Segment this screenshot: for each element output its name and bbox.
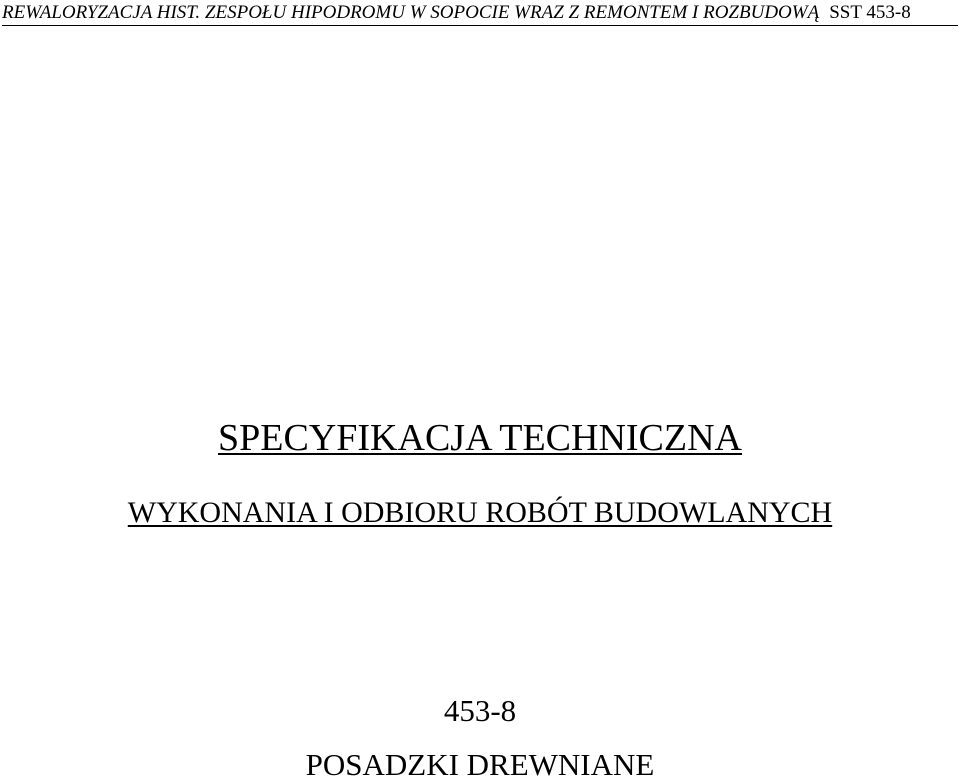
document-subtitle-text: WYKONANIA I ODBIORU ROBÓT BUDOWLANYCH	[127, 496, 833, 529]
document-title-text: SPECYFIKACJA TECHNICZNA	[218, 417, 742, 459]
header-spec-code: SST 453-8	[829, 2, 911, 23]
header-project-title: REWALORYZACJA HIST. ZESPOŁU HIPODROMU W SOPOCIE WRAZ Z REMONTEM I ROZBUDOWĄ	[2, 2, 820, 23]
spec-name: POSADZKI DREWNIANE	[305, 747, 655, 782]
document-subtitle	[0, 495, 960, 531]
document-title	[0, 416, 960, 460]
spec-number: 453-8	[443, 693, 517, 728]
running-header	[2, 2, 958, 26]
